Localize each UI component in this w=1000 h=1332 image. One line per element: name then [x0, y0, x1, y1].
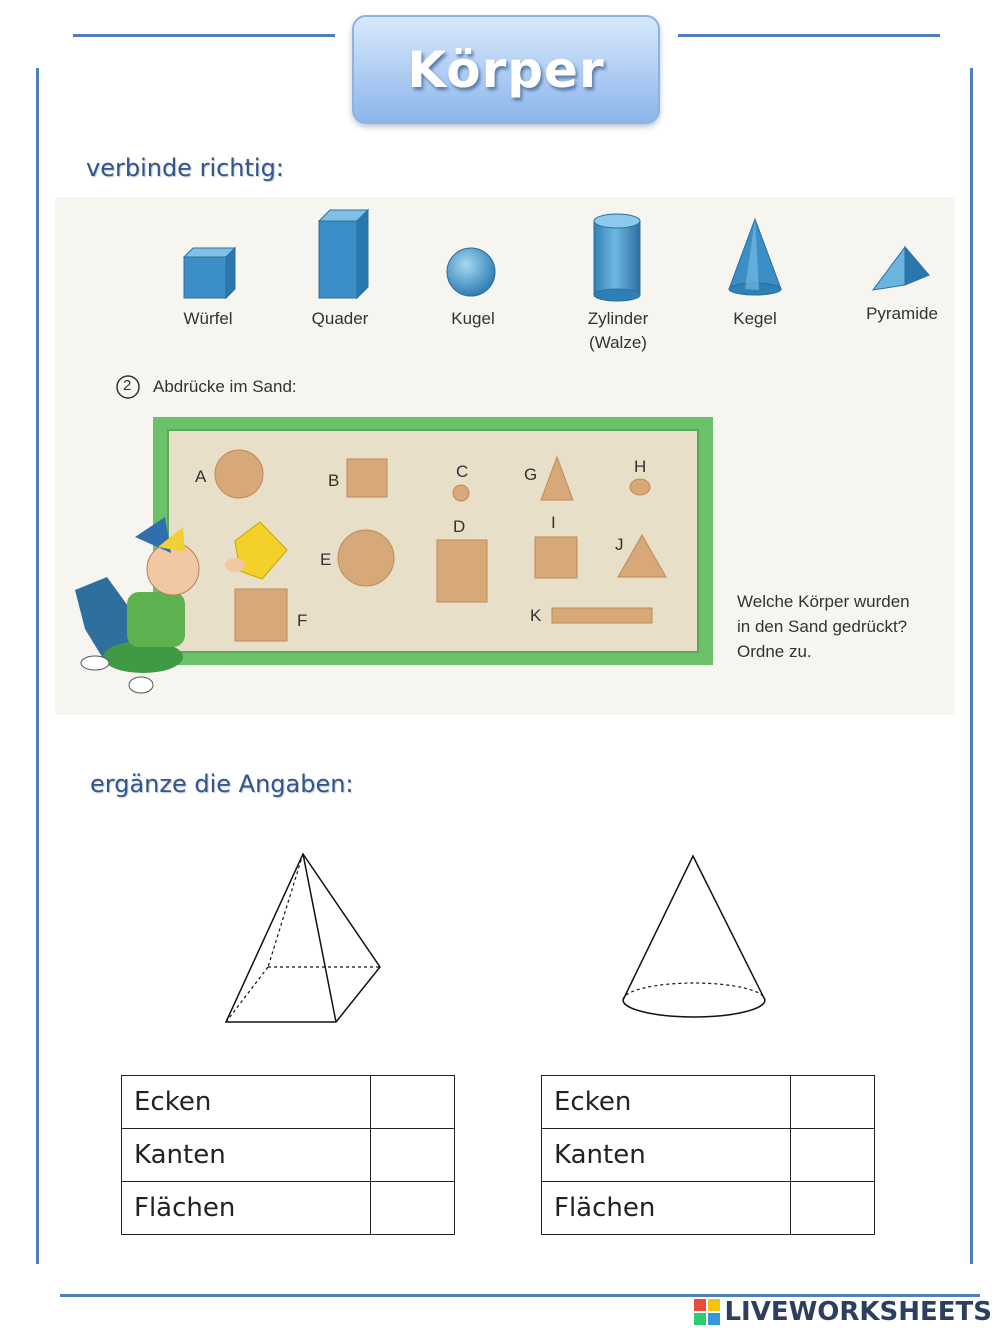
- row-label-kanten: Kanten: [542, 1129, 791, 1182]
- exercise-number: 2: [123, 377, 132, 394]
- shapes-panel: [55, 197, 955, 715]
- answer-field-cone-flaechen[interactable]: [791, 1182, 875, 1235]
- table-row: [122, 1076, 455, 1129]
- label-pyramide: Pyramide: [866, 304, 938, 323]
- cylinder-icon: [594, 214, 640, 301]
- pyramid-icon: [873, 247, 929, 290]
- cone-icon: [729, 219, 781, 295]
- imprint-f: [235, 589, 287, 641]
- table-row: [122, 1129, 455, 1182]
- frame-left: [36, 68, 39, 1264]
- letter-g: G: [524, 465, 538, 484]
- table-row: [542, 1182, 875, 1235]
- letter-c: C: [456, 462, 469, 481]
- row-label-flaechen: Flächen: [122, 1182, 371, 1235]
- frame-top-right: [678, 34, 940, 37]
- answer-field-cone-kanten[interactable]: [791, 1129, 875, 1182]
- label-kugel: Kugel: [451, 309, 495, 328]
- label-wuerfel: Würfel: [183, 309, 233, 328]
- label-walze: (Walze): [589, 333, 647, 352]
- letter-e: E: [320, 550, 332, 569]
- question-line-1: Welche Körper wurden: [737, 592, 910, 611]
- letter-a: A: [195, 467, 207, 486]
- label-kegel: Kegel: [733, 309, 777, 328]
- cone-table: [541, 1075, 875, 1235]
- page-title: Körper: [407, 40, 605, 99]
- cube-icon: [184, 248, 235, 298]
- table-row: [122, 1182, 455, 1235]
- cuboid-icon: [319, 210, 368, 298]
- imprint-b: [347, 459, 387, 497]
- label-zylinder: Zylinder: [587, 309, 649, 328]
- pyramid-table: [121, 1075, 455, 1235]
- imprint-e: [338, 530, 394, 586]
- answer-field-pyramid-kanten[interactable]: [371, 1129, 455, 1182]
- letter-d: D: [453, 517, 466, 536]
- question-text: [737, 589, 910, 664]
- letter-k: K: [530, 606, 542, 625]
- liveworksheets-logo[interactable]: [694, 1297, 992, 1327]
- section1-heading: verbinde richtig:: [86, 154, 284, 182]
- imprint-c: [453, 485, 469, 501]
- imprint-k: [552, 608, 652, 623]
- answer-field-cone-ecken[interactable]: [791, 1076, 875, 1129]
- pyramid-drawing: [218, 846, 388, 1031]
- sphere-icon: [447, 248, 495, 296]
- row-label-ecken: Ecken: [122, 1076, 371, 1129]
- frame-top-left: [73, 34, 335, 37]
- letter-j: J: [615, 535, 624, 554]
- row-label-kanten: Kanten: [122, 1129, 371, 1182]
- title-banner: [352, 15, 660, 124]
- imprint-d: [437, 540, 487, 602]
- letter-b: B: [328, 471, 340, 490]
- exercise-title: Abdrücke im Sand:: [153, 377, 297, 396]
- letter-i: I: [551, 513, 556, 532]
- row-label-flaechen: Flächen: [542, 1182, 791, 1235]
- logo-icon: [694, 1299, 720, 1325]
- question-line-2: in den Sand gedrückt?: [737, 617, 908, 636]
- imprint-i: [535, 537, 577, 578]
- logo-text: LIVEWORKSHEETS: [724, 1297, 992, 1327]
- question-line-3: Ordne zu.: [737, 642, 812, 661]
- table-row: [542, 1129, 875, 1182]
- letter-f: F: [297, 611, 308, 630]
- section2-heading: ergänze die Angaben:: [90, 770, 354, 798]
- label-quader: Quader: [311, 309, 369, 328]
- letter-h: H: [634, 457, 647, 476]
- answer-field-pyramid-flaechen[interactable]: [371, 1182, 455, 1235]
- imprint-a: [215, 450, 263, 498]
- row-label-ecken: Ecken: [542, 1076, 791, 1129]
- cone-drawing: [615, 848, 775, 1028]
- answer-field-pyramid-ecken[interactable]: [371, 1076, 455, 1129]
- frame-right: [970, 68, 973, 1264]
- table-row: [542, 1076, 875, 1129]
- imprint-h: [630, 479, 650, 495]
